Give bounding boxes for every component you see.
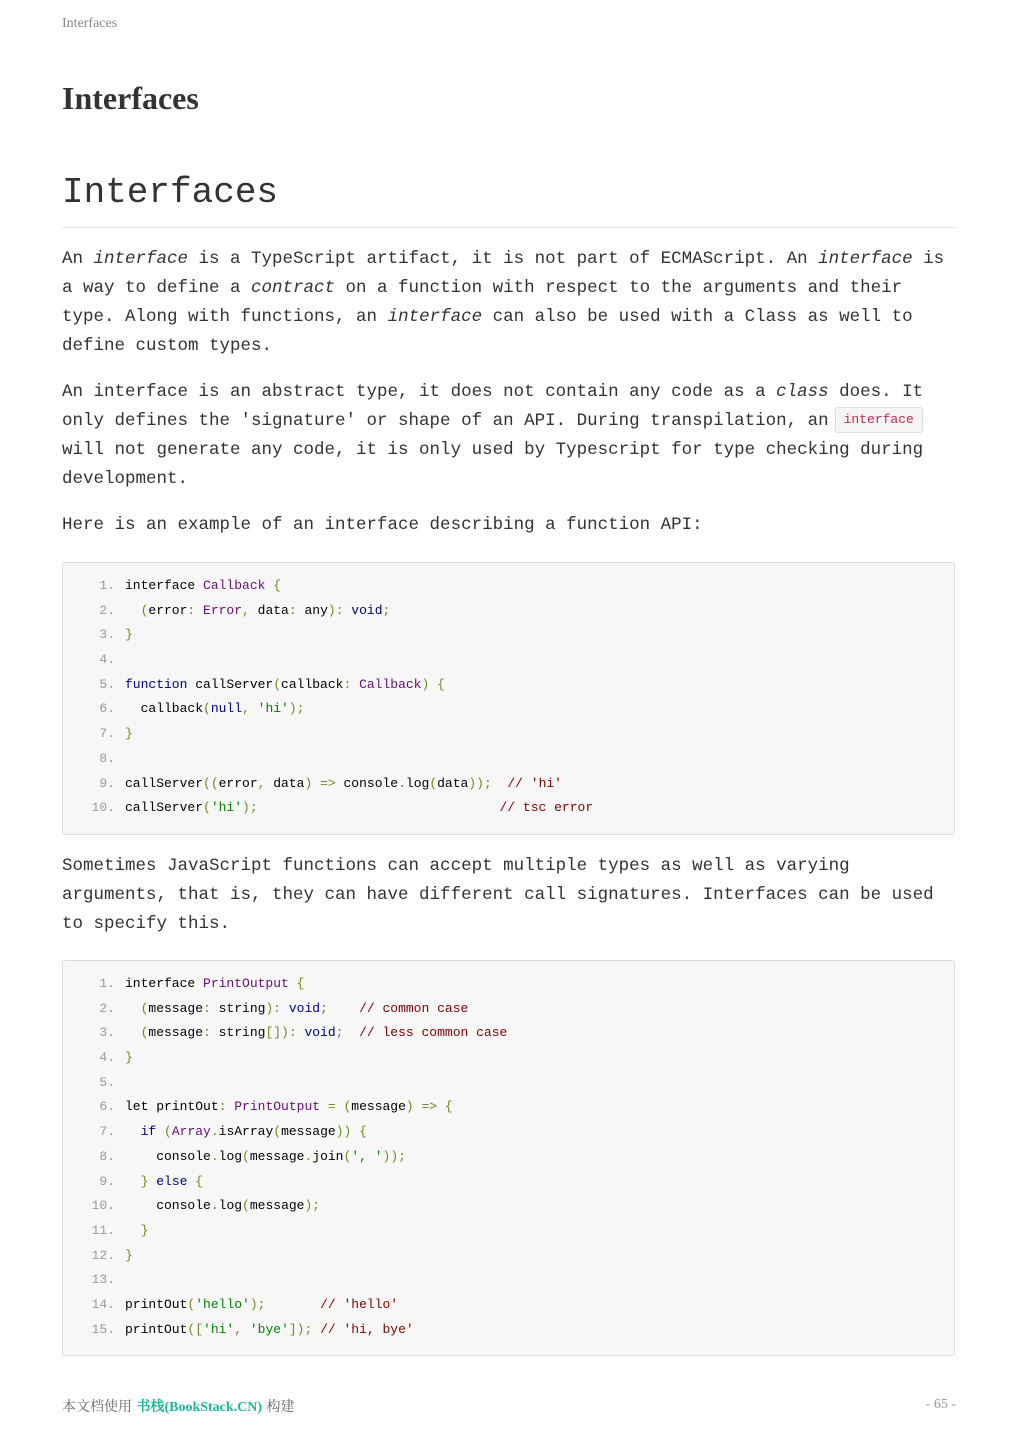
code-line <box>63 673 954 698</box>
line-number: 1. <box>99 578 115 593</box>
code-token: ); <box>304 1198 321 1214</box>
code-token: ]); <box>288 1321 321 1337</box>
line-number: 9. <box>99 1173 115 1189</box>
code-line <box>63 1244 954 1269</box>
line-number: 8. <box>99 1148 115 1164</box>
code-token: log <box>218 1198 243 1214</box>
code-line <box>63 1293 954 1318</box>
code-token: Callback <box>359 676 422 692</box>
code-line <box>63 1268 954 1293</box>
code-token: log <box>218 1148 243 1164</box>
code-line <box>63 796 954 821</box>
line-number: 4. <box>99 652 115 668</box>
code-token: callback <box>125 701 204 717</box>
code-token: (( <box>203 775 219 791</box>
line-number: 2. <box>99 1000 115 1016</box>
code-line <box>63 1071 954 1096</box>
code-token: ( <box>125 1000 149 1016</box>
code-block-callback <box>62 562 955 835</box>
code-token: ', ' <box>351 1148 383 1164</box>
code-line <box>63 574 954 599</box>
code-token: ( <box>343 1148 352 1164</box>
code-token: 'hi' <box>257 701 289 717</box>
code-token: , <box>234 1321 250 1337</box>
paragraph-text: will not generate any code, it is only used by Typescript for type checking during development. <box>62 440 924 489</box>
code-token: printOut <box>125 1321 188 1337</box>
paragraph-abstract-type <box>62 378 962 494</box>
code-token: ); <box>288 701 305 717</box>
code-token: interface <box>125 976 204 991</box>
code-token <box>125 1124 141 1139</box>
code-token: function <box>125 676 196 692</box>
footer-suffix: 构建 <box>262 1399 295 1415</box>
code-line <box>63 972 954 997</box>
paragraph-text: is a way to define a <box>62 249 945 298</box>
code-token: : <box>187 602 204 618</box>
code-token: ( <box>242 1198 250 1214</box>
code-token: message <box>148 1000 204 1016</box>
code-token: Callback <box>203 578 266 593</box>
code-token: message <box>148 1025 204 1041</box>
code-token: Array <box>171 1124 211 1140</box>
paragraph-text: An <box>62 249 94 269</box>
code-token: message <box>249 1148 305 1164</box>
emphasis-interface: interface <box>387 307 483 327</box>
code-token: , <box>257 775 274 791</box>
code-token: console <box>125 1148 211 1164</box>
code-token: console <box>125 1198 211 1214</box>
code-line <box>63 623 954 648</box>
paragraph-text: is a TypeScript artifact, it is not part of ECMAScript. An <box>188 249 819 269</box>
footer-prefix: 本文档使用 <box>62 1399 137 1415</box>
code-token: message <box>281 1124 336 1140</box>
code-line <box>63 648 954 673</box>
line-number: 15. <box>91 1321 115 1337</box>
code-token: ; <box>320 1000 360 1016</box>
code-token: log <box>405 775 430 791</box>
paragraph-text: does. It only defines the 'signature' or shape of an API. During transpilation, an <box>62 382 924 431</box>
line-number: 8. <box>99 750 115 766</box>
code-token: . <box>210 1124 219 1140</box>
line-number: 6. <box>99 701 115 717</box>
code-token: } <box>125 1173 157 1189</box>
code-line <box>63 747 954 772</box>
code-token: data <box>437 775 469 791</box>
code-token: : <box>288 602 305 618</box>
code-line <box>63 1145 954 1170</box>
line-number: 7. <box>99 726 115 742</box>
code-token: ; <box>382 602 391 618</box>
code-token: data <box>257 602 289 618</box>
code-line <box>63 1219 954 1244</box>
code-token: . <box>210 1198 219 1214</box>
code-line <box>63 997 954 1022</box>
page-number: - 65 - <box>925 1397 956 1412</box>
code-token: ( <box>273 1124 282 1140</box>
code-token: Error <box>203 602 243 618</box>
footer-bookstack-link[interactable]: 书栈(BookStack.CN) <box>136 1400 263 1415</box>
code-token: ( <box>242 1148 250 1164</box>
code-token: []): <box>265 1025 305 1041</box>
code-line <box>63 1120 954 1145</box>
code-token: void <box>288 1000 321 1016</box>
section-heading: Interfaces <box>62 172 956 228</box>
code-token: // 'hi' <box>507 775 562 791</box>
footer-credit <box>62 1396 295 1416</box>
code-line <box>63 1095 954 1120</box>
code-token: callServer <box>195 676 274 692</box>
code-token: PrintOutput <box>203 976 289 991</box>
code-token: string <box>218 1025 266 1041</box>
code-token: ( <box>125 1025 149 1041</box>
line-number: 3. <box>99 1025 115 1041</box>
line-number: 4. <box>99 1050 115 1066</box>
code-token: ; <box>335 1025 360 1041</box>
line-number: 6. <box>99 1099 115 1115</box>
line-number: 14. <box>91 1296 115 1312</box>
code-token: printOut <box>125 1296 188 1312</box>
code-line <box>63 697 954 722</box>
code-token: : <box>203 1000 219 1016</box>
code-token: : <box>218 1099 235 1115</box>
code-token: , <box>242 602 258 618</box>
code-token: } <box>125 1222 149 1238</box>
line-number: 3. <box>99 627 115 643</box>
paragraph-intro <box>62 245 962 361</box>
line-number: 9. <box>99 775 115 791</box>
code-token: // 'hello' <box>320 1296 399 1312</box>
code-token: ) => <box>304 775 344 791</box>
code-block-print-output <box>62 960 955 1356</box>
code-token: // 'hi, bye' <box>320 1321 414 1337</box>
code-token: data <box>273 775 305 791</box>
code-token: } <box>125 726 133 742</box>
code-token: interface <box>125 578 204 593</box>
code-token: string <box>218 1000 266 1016</box>
line-number: 7. <box>99 1124 115 1140</box>
line-number: 10. <box>91 800 115 816</box>
code-token: let <box>125 1099 157 1115</box>
code-token: error <box>148 602 188 618</box>
line-number: 1. <box>99 976 115 991</box>
emphasis-class: class <box>776 382 829 402</box>
code-token: ( <box>429 775 438 791</box>
code-token: ): <box>327 602 352 618</box>
code-token: = ( <box>320 1099 352 1115</box>
code-line <box>63 1194 954 1219</box>
line-number: 11. <box>91 1222 115 1238</box>
code-token: callServer <box>125 775 204 791</box>
code-token: . <box>304 1148 313 1164</box>
line-number: 12. <box>91 1247 115 1263</box>
code-token: message <box>249 1198 305 1214</box>
code-token: error <box>218 775 258 791</box>
code-line <box>63 1021 954 1046</box>
code-token: console <box>343 775 399 791</box>
code-line <box>63 599 954 624</box>
code-token: null <box>210 701 243 717</box>
code-token: ); <box>249 1296 321 1312</box>
code-token: ( <box>187 1296 196 1312</box>
line-number: 13. <box>91 1272 115 1288</box>
code-token: ) => { <box>405 1099 453 1115</box>
code-token: { <box>187 1173 204 1189</box>
code-token: ([ <box>187 1321 204 1337</box>
code-token: ( <box>125 602 149 618</box>
code-token: } <box>125 627 133 643</box>
code-token: if <box>140 1124 157 1140</box>
code-token: 'hi' <box>203 1321 235 1337</box>
code-token: ): <box>265 1000 289 1016</box>
code-token: )); <box>382 1148 406 1164</box>
code-token: // common case <box>359 1000 469 1016</box>
code-token: { <box>265 578 282 593</box>
emphasis-interface: interface <box>818 249 913 269</box>
code-token: } <box>125 1247 133 1263</box>
code-token: 'bye' <box>249 1321 289 1337</box>
code-token: : <box>203 1025 219 1041</box>
code-line <box>63 1046 954 1071</box>
code-token: . <box>210 1148 219 1164</box>
code-line <box>63 772 954 797</box>
emphasis-contract: contract <box>251 278 336 298</box>
code-token: // less common case <box>359 1025 508 1041</box>
code-token: } <box>125 1050 133 1066</box>
page-title: Interfaces <box>62 80 199 116</box>
code-token: any <box>304 602 328 618</box>
paragraph-text: An interface is an abstract type, it does not contain any code as a <box>62 382 777 402</box>
code-token: // tsc error <box>499 800 594 816</box>
code-token: )) { <box>335 1124 367 1140</box>
emphasis-interface: interface <box>93 249 189 269</box>
running-header: Interfaces <box>62 16 118 31</box>
code-token: ( <box>273 676 282 692</box>
code-token: 'hello' <box>195 1296 250 1312</box>
inline-code-interface: interface <box>835 407 923 433</box>
code-token: isArray <box>218 1124 274 1140</box>
code-token: )); <box>468 775 508 791</box>
line-number: 2. <box>99 602 115 618</box>
line-number: 5. <box>99 676 115 692</box>
code-token: { <box>288 976 305 991</box>
code-token: , <box>242 701 258 717</box>
code-token: join <box>312 1148 344 1164</box>
code-token: callServer <box>125 800 204 816</box>
code-token: void <box>304 1025 336 1041</box>
code-token: ) { <box>421 676 445 692</box>
code-token: else <box>156 1173 188 1189</box>
code-token: 'hi' <box>210 800 243 816</box>
code-token: ); <box>242 800 500 816</box>
code-token: printOut <box>156 1099 219 1115</box>
code-line <box>63 1170 954 1195</box>
paragraph-text: on a function with respect to the arguments and their type. Along with functions, an <box>62 278 903 327</box>
paragraph-call-signatures: Sometimes JavaScript functions can accept multiple types as well as varying arguments, that is, they can have different call signatures. Interfaces can be used to specify this. <box>62 856 934 934</box>
code-line <box>63 1318 954 1343</box>
code-token: ( <box>156 1124 172 1140</box>
code-token: ( <box>203 800 211 816</box>
paragraph-text: can also be used with a Class as well to define custom types. <box>62 307 913 356</box>
paragraph-example-intro: Here is an example of an interface describing a function API: <box>62 515 703 535</box>
code-token: callback <box>281 676 344 692</box>
code-token: ( <box>203 701 211 717</box>
code-line <box>63 722 954 747</box>
code-token: : <box>343 676 360 692</box>
code-token: void <box>351 602 383 618</box>
code-token: . <box>398 775 406 791</box>
line-number: 10. <box>91 1198 115 1214</box>
code-token: message <box>351 1099 406 1115</box>
code-token: PrintOutput <box>234 1099 321 1115</box>
line-number: 5. <box>99 1074 115 1090</box>
